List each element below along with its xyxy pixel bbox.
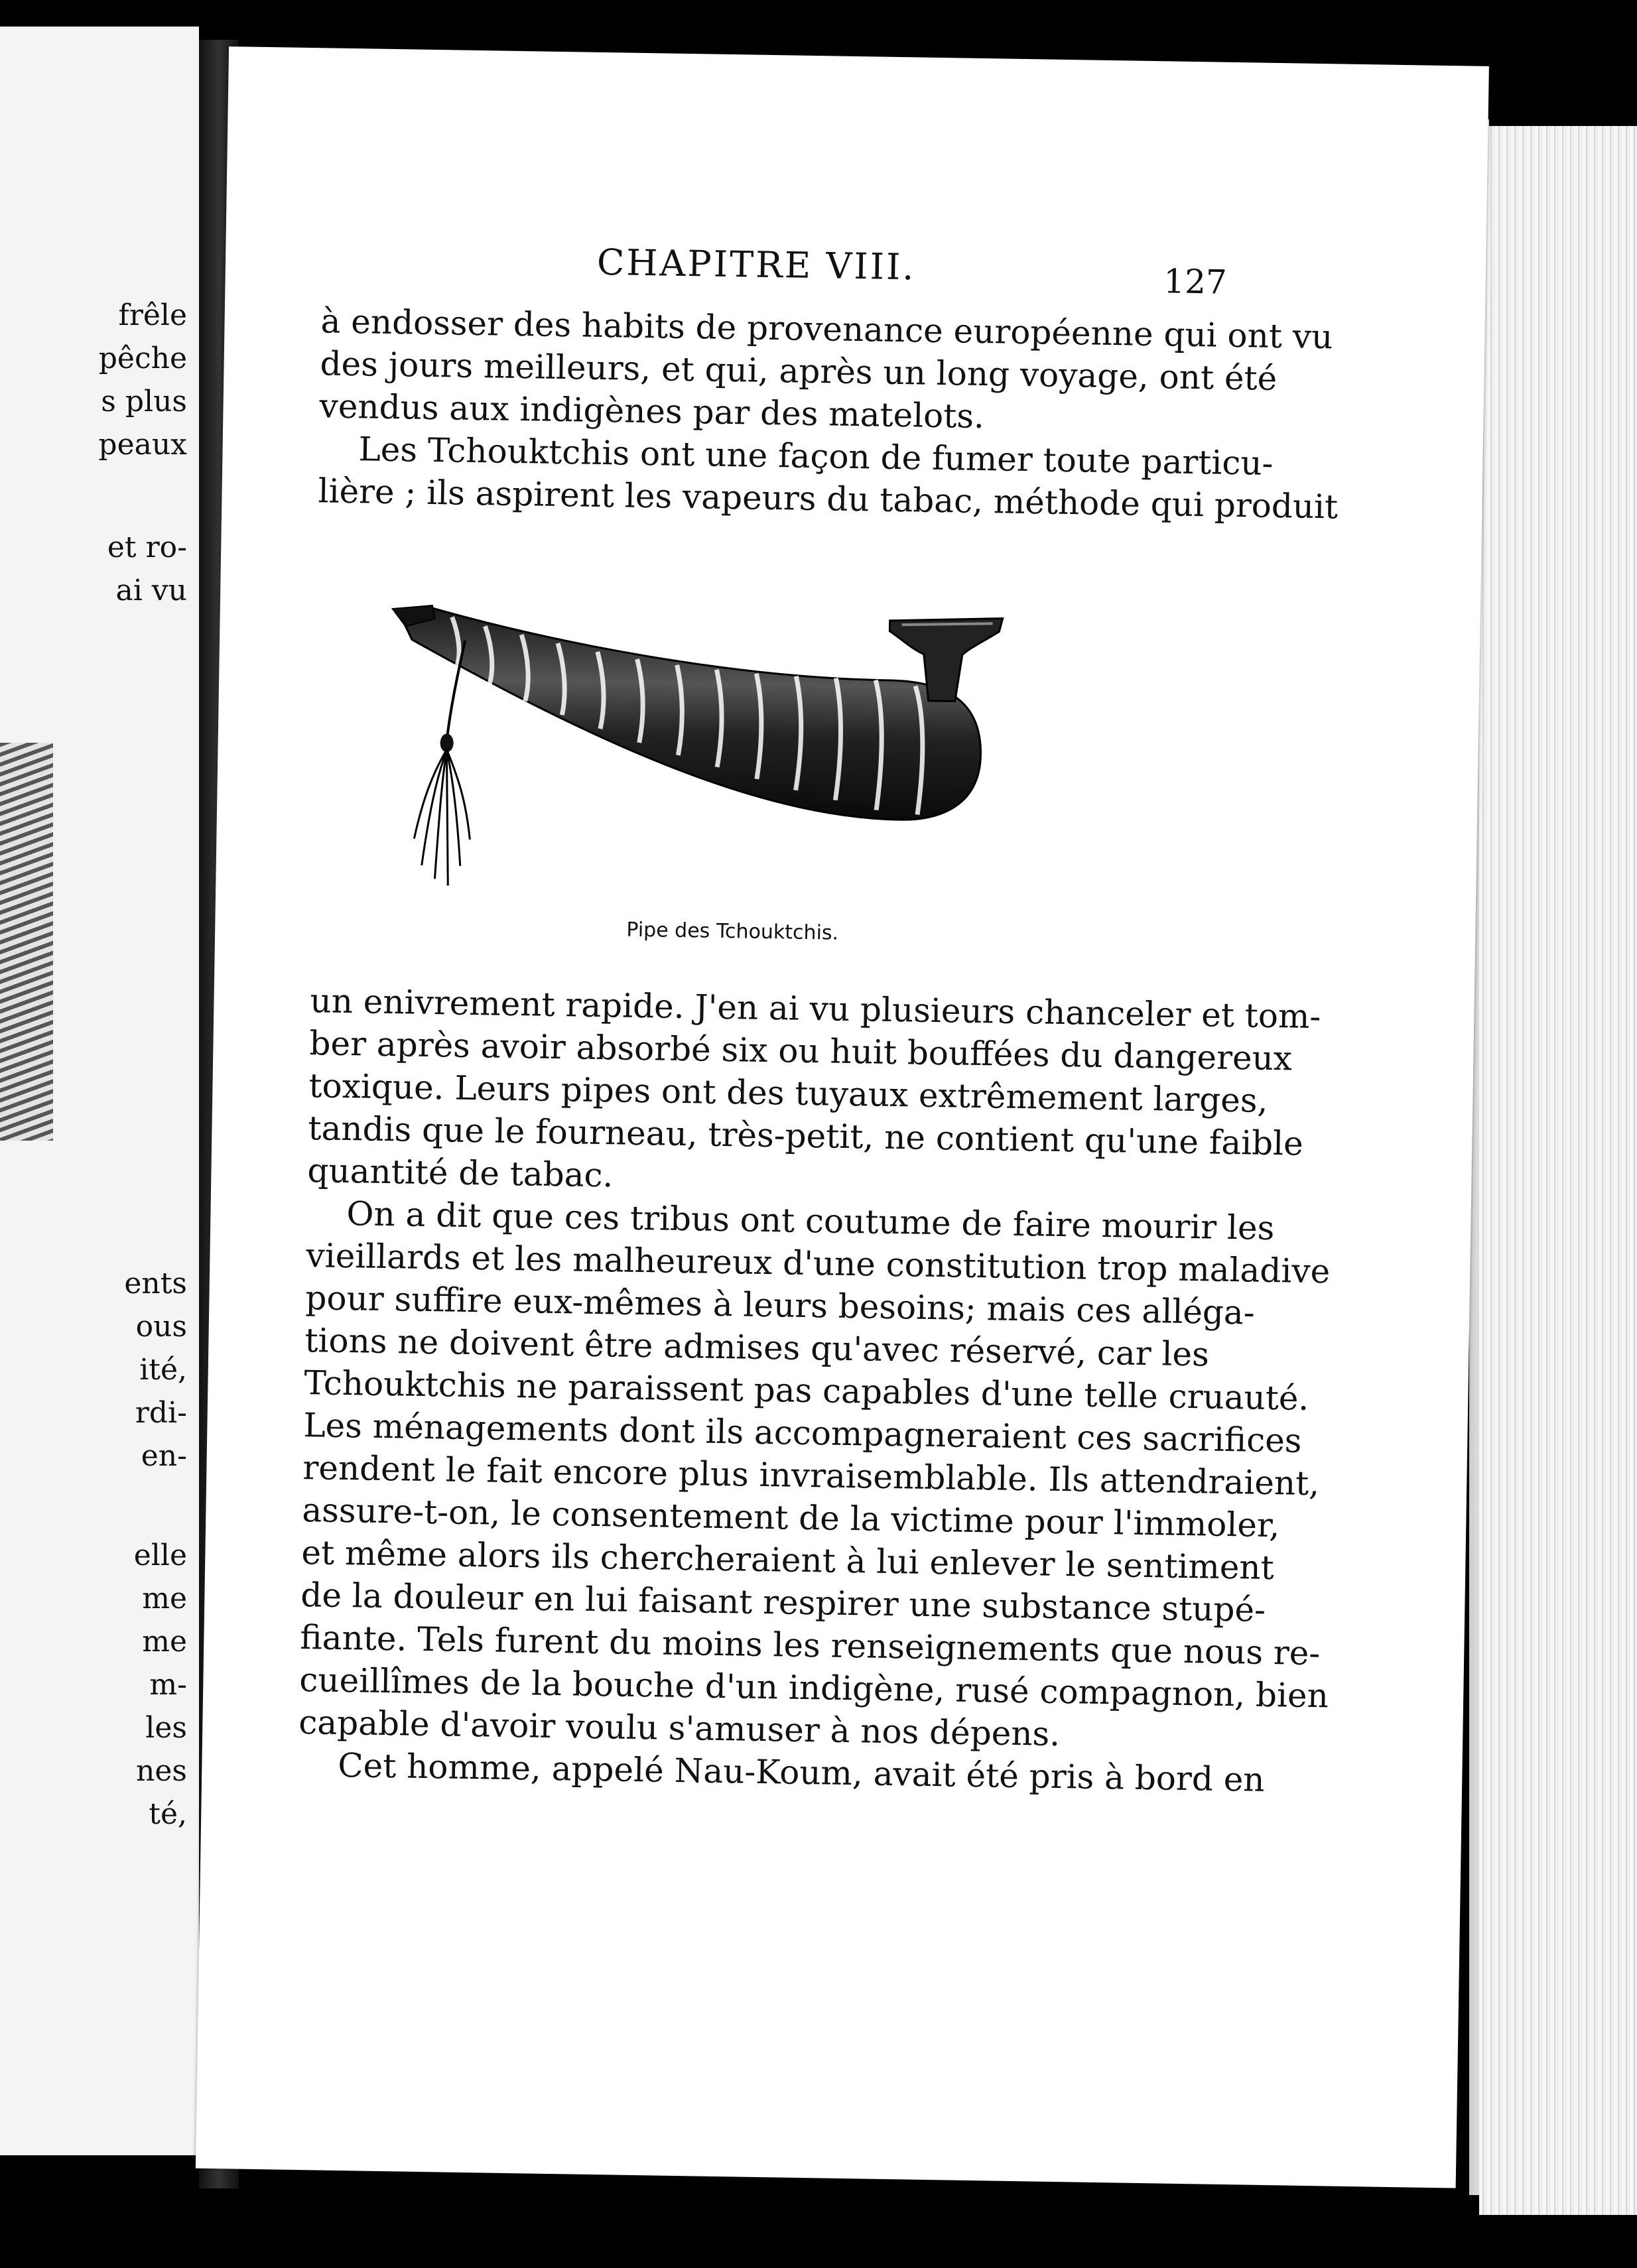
running-head: CHAPITRE VIII. [596, 241, 917, 288]
left-page-illustration-fragment [0, 743, 53, 1141]
left-page-fragment: ai vu [115, 574, 187, 607]
text-line: des jours meilleurs, et qui, après un long voyage, ont été [320, 344, 1277, 398]
text-line: Les ménagements dont ils accompagneraient ces sacrifices [303, 1406, 1302, 1460]
left-page-fragment: té, [149, 1797, 187, 1831]
left-page-fragment: me [142, 1582, 187, 1615]
text-line: Tchouktchis ne paraissent pas capables d'une telle cruauté. [304, 1363, 1309, 1418]
left-page-fragment: les [145, 1711, 187, 1745]
text-line: Les Tchouktchis ont une façon de fumer toute particu- [358, 430, 1274, 483]
left-page-fragment: me [142, 1625, 187, 1659]
text-line: Cet homme, appelé Nau-Koum, avait été pris à bord en [337, 1745, 1265, 1799]
text-block-top [318, 300, 1339, 527]
book-page [196, 46, 1489, 2188]
text-line: toxique. Leurs pipes ont des tuyaux extrêmement larges, [308, 1066, 1268, 1120]
pipe-illustration [381, 599, 1036, 914]
text-line: quantité de tabac. [307, 1151, 614, 1195]
text-line: tions ne doivent être admises qu'avec réservé, car les [304, 1321, 1210, 1374]
left-page-fragment: ents [124, 1267, 187, 1300]
left-page-fragment: pêche [98, 342, 187, 375]
page-header [225, 235, 1486, 308]
text-line: lière ; ils aspirent les vapeurs du tabac, méthode qui produit [318, 472, 1339, 527]
left-page-fragment: rdi- [135, 1396, 187, 1430]
left-page-fragment: s plus [101, 385, 187, 418]
text-line: tandis que le fourneau, très-petit, ne contient qu'une faible [308, 1109, 1304, 1163]
figure-caption: Pipe des Tchouktchis. [626, 918, 839, 945]
text-line: un enivrement rapide. J'en ai vu plusieurs chanceler et tom- [310, 981, 1321, 1037]
page-number: 127 [1163, 262, 1228, 302]
left-page-fragment: et ro- [107, 531, 187, 564]
text-line: assure-t-on, le consentement de la victime pour l'immoler, [302, 1491, 1280, 1545]
text-line: vendus aux indigènes par des matelots. [319, 387, 985, 436]
left-page-fragment: en- [141, 1439, 187, 1473]
left-facing-page [0, 27, 199, 2155]
left-page-fragment: ité, [139, 1353, 187, 1387]
book-page-edges [1479, 126, 1637, 2215]
text-line: vieillards et les malheureux d'une constitution trop maladive [306, 1236, 1331, 1291]
text-line: à endosser des habits de provenance européenne qui ont vu [320, 302, 1333, 357]
left-page-fragment: frêle [118, 298, 187, 332]
text-block-bottom [298, 979, 1331, 1799]
left-page-fragment: peaux [98, 428, 187, 462]
text-line: et même alors ils chercheraient à lui enlever le sentiment [301, 1533, 1275, 1588]
text-line: capable d'avoir voulu s'amuser à nos dépens. [298, 1703, 1061, 1754]
left-page-fragment: ous [135, 1310, 187, 1344]
text-line: ber après avoir absorbé six ou huit bouffées du dangereux [309, 1024, 1293, 1078]
text-line: pour suffire eux-mêmes à leurs besoins; mais ces alléga- [305, 1279, 1256, 1332]
text-line: de la douleur en lui faisant respirer une substance stupé- [300, 1576, 1266, 1629]
left-page-fragment: nes [136, 1754, 187, 1788]
left-page-fragment: m- [149, 1668, 187, 1702]
text-line: On a dit que ces tribus ont coutume de faire mourir les [346, 1194, 1275, 1248]
text-line: rendent le fait encore plus invraisemblable. Ils attendraient, [302, 1448, 1320, 1503]
text-line: fiante. Tels furent du moins les renseignements que nous re- [299, 1618, 1321, 1673]
text-line: cueillîmes de la bouche d'un indigène, rusé compagnon, bien [298, 1661, 1329, 1716]
left-page-fragment: elle [133, 1539, 187, 1572]
